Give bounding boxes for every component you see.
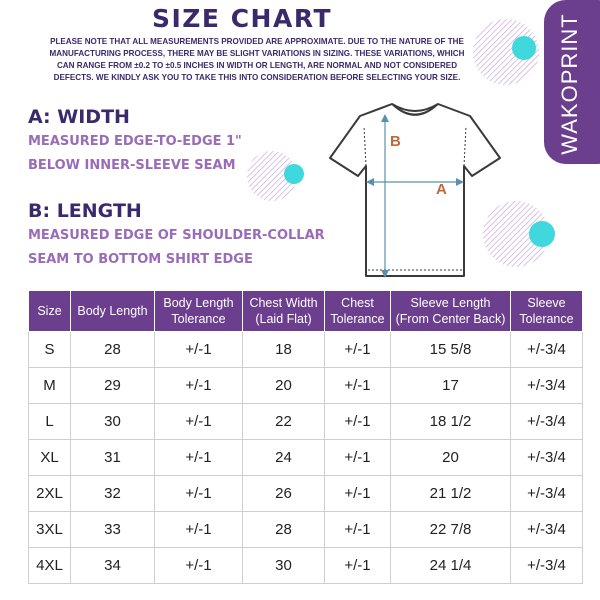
- table-cell: 21 1/2: [391, 476, 511, 512]
- brand-name: WAKOPRINT: [557, 13, 582, 155]
- table-cell: +/-1: [325, 512, 391, 548]
- width-description-line1: MEASURED EDGE-TO-EDGE 1": [28, 134, 242, 149]
- table-cell: 32: [71, 476, 155, 512]
- table-cell: +/-3/4: [511, 548, 583, 584]
- table-cell: XL: [29, 440, 71, 476]
- width-heading: A: WIDTH: [28, 106, 130, 128]
- table-cell: 15 5/8: [391, 332, 511, 368]
- table-cell: 34: [71, 548, 155, 584]
- length-heading: B: LENGTH: [28, 200, 142, 222]
- table-cell: +/-3/4: [511, 440, 583, 476]
- table-cell: +/-1: [325, 548, 391, 584]
- tshirt-outline-icon: [330, 104, 500, 276]
- page-title: SIZE CHART: [151, 4, 332, 33]
- table-cell: +/-1: [155, 440, 243, 476]
- header-body-length: Body Length: [71, 291, 155, 332]
- table-cell: +/-1: [155, 332, 243, 368]
- table-cell: 20: [243, 368, 325, 404]
- table-cell: 26: [243, 476, 325, 512]
- table-row: [29, 548, 583, 584]
- table-header-row: [29, 291, 583, 332]
- table-cell: 28: [71, 332, 155, 368]
- table-cell: 22: [243, 404, 325, 440]
- measure-label-a: A: [436, 181, 447, 198]
- table-cell: +/-3/4: [511, 404, 583, 440]
- table-cell: 28: [243, 512, 325, 548]
- size-chart-table: [28, 290, 583, 584]
- table-cell: 24: [243, 440, 325, 476]
- table-cell: 29: [71, 368, 155, 404]
- table-row: [29, 476, 583, 512]
- table-cell: +/-1: [155, 368, 243, 404]
- header-sleeve-tolerance: Sleeve Tolerance: [511, 291, 583, 332]
- decorative-circle-middle: [242, 148, 316, 206]
- table-cell: +/-1: [155, 512, 243, 548]
- header-body-length-tolerance: Body Length Tolerance: [155, 291, 243, 332]
- table-cell: 22 7/8: [391, 512, 511, 548]
- table-cell: 30: [71, 404, 155, 440]
- header-chest-tolerance: Chest Tolerance: [325, 291, 391, 332]
- length-description-line1: MEASURED EDGE OF SHOULDER-COLLAR: [28, 228, 325, 243]
- table-row: [29, 440, 583, 476]
- table-cell: +/-1: [155, 404, 243, 440]
- width-description-line2: BELOW INNER-SLEEVE SEAM: [28, 158, 236, 173]
- table-cell: 4XL: [29, 548, 71, 584]
- disclaimer-text: PLEASE NOTE THAT ALL MEASUREMENTS PROVIDED ARE APPROXIMATE. DUE TO THE NATURE OF THE MANUFACTURING PROCESS, THERE MAY BE SLIGHT VARIATIONS IN SIZING. THESE VARIATIONS, WHICH CAN RANGE FROM ±0.2 TO ±0.5 INCHES IN WIDTH OR LENGTH, ARE NORMAL AND NOT CONSIDERED DEFECTS. WE KINDLY ASK YOU TO TAKE THIS INTO CONSIDERATION BEFORE SELECTING YOUR SIZE.: [49, 37, 465, 82]
- table-cell: M: [29, 368, 71, 404]
- table-cell: 24 1/4: [391, 548, 511, 584]
- table-cell: +/-1: [155, 476, 243, 512]
- header-size: Size: [29, 291, 71, 332]
- length-description-line2: SEAM TO BOTTOM SHIRT EDGE: [28, 252, 253, 267]
- table-cell: +/-3/4: [511, 368, 583, 404]
- table-cell: +/-1: [325, 476, 391, 512]
- table-cell: 17: [391, 368, 511, 404]
- table-cell: 20: [391, 440, 511, 476]
- measure-label-b: B: [390, 133, 401, 150]
- table-cell: 30: [243, 548, 325, 584]
- header-chest-width: Chest Width (Laid Flat): [243, 291, 325, 332]
- table-cell: 31: [71, 440, 155, 476]
- table-cell: +/-1: [325, 368, 391, 404]
- table-row: [29, 368, 583, 404]
- table-cell: +/-3/4: [511, 512, 583, 548]
- table-cell: L: [29, 404, 71, 440]
- table-cell: +/-1: [325, 404, 391, 440]
- header-sleeve-length: Sleeve Length (From Center Back): [391, 291, 511, 332]
- table-row: [29, 512, 583, 548]
- table-cell: +/-1: [155, 548, 243, 584]
- table-cell: S: [29, 332, 71, 368]
- table-cell: 3XL: [29, 512, 71, 548]
- table-cell: +/-3/4: [511, 476, 583, 512]
- tshirt-diagram: [320, 96, 510, 282]
- table-cell: 2XL: [29, 476, 71, 512]
- table-cell: +/-3/4: [511, 332, 583, 368]
- table-cell: 33: [71, 512, 155, 548]
- table-cell: 18: [243, 332, 325, 368]
- table-row: [29, 404, 583, 440]
- table-cell: +/-1: [325, 440, 391, 476]
- table-cell: +/-1: [325, 332, 391, 368]
- table-cell: 18 1/2: [391, 404, 511, 440]
- table-row: [29, 332, 583, 368]
